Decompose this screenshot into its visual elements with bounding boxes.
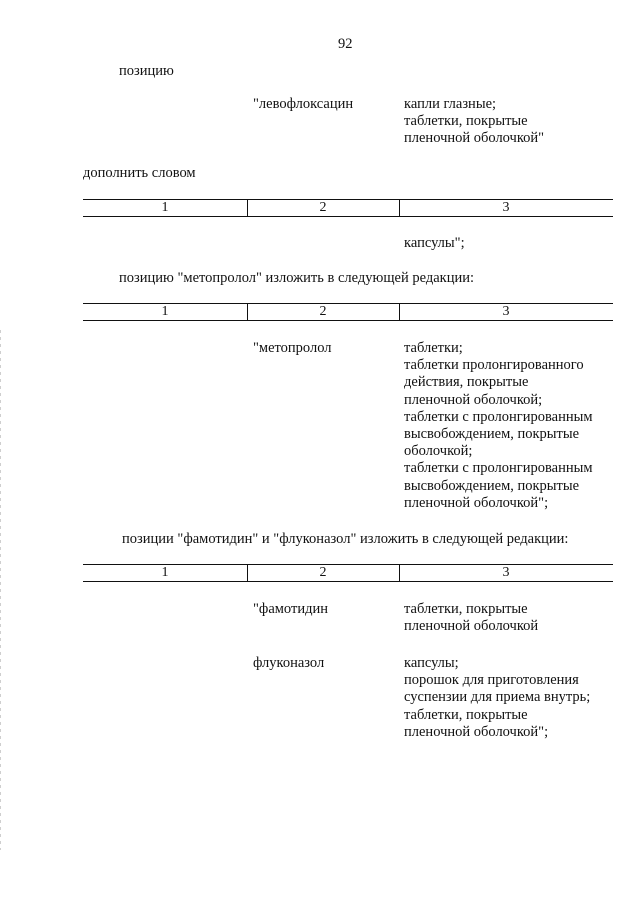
scan-edge bbox=[0, 330, 1, 850]
s4-item2-col2: флуконазол bbox=[253, 655, 325, 671]
s4-item2-col3-line: порошок для приготовления bbox=[404, 672, 579, 689]
header-cell-1: 1 bbox=[161, 304, 169, 319]
s4-item2-col3-line: суспензии для приема внутрь; bbox=[404, 689, 591, 706]
header-cell-3: 3 bbox=[502, 565, 510, 580]
table-header-2 bbox=[83, 303, 613, 321]
s3-col3-line: действия, покрытые bbox=[404, 374, 529, 391]
page-number: 92 bbox=[338, 36, 353, 52]
header-cell-2: 2 bbox=[319, 565, 327, 580]
s3-col3-line: оболочкой; bbox=[404, 443, 473, 460]
s3-col3-line: высвобождением, покрытые bbox=[404, 477, 580, 494]
s3-col3-line: таблетки пролонгированного bbox=[404, 357, 584, 374]
s2-col3: капсулы"; bbox=[404, 235, 465, 251]
s3-col3-line: таблетки; bbox=[404, 340, 463, 356]
s1-intro: позицию bbox=[119, 63, 174, 79]
s4-item1-col3-line: пленочной оболочкой bbox=[404, 618, 539, 635]
header-cell-2: 2 bbox=[319, 200, 327, 215]
s4-item1-col2: "фамотидин bbox=[253, 601, 328, 617]
s4-item2-col3 bbox=[404, 655, 590, 741]
s4-item1-col3 bbox=[404, 601, 538, 635]
s3-col3-line: высвобождением, покрытые bbox=[404, 426, 580, 443]
table-header-1 bbox=[83, 199, 613, 217]
s4-item1-col3-line: таблетки, покрытые bbox=[404, 601, 528, 617]
s3-col3 bbox=[404, 340, 593, 512]
s3-intro: позицию "метопролол" изложить в следующей редакции: bbox=[119, 270, 475, 286]
s4-item2-col3-line: пленочной оболочкой"; bbox=[404, 723, 549, 740]
s1-col3-line: таблетки, покрытые bbox=[404, 113, 528, 130]
s3-col3-line: пленочной оболочкой"; bbox=[404, 494, 549, 511]
s1-col3-line: капли глазные; bbox=[404, 96, 497, 112]
s1-col3-line: пленочной оболочкой" bbox=[404, 130, 545, 147]
header-cell-1: 1 bbox=[161, 565, 169, 580]
s4-intro: позиции "фамотидин" и "флуконазол" изложить в следующей редакции: bbox=[122, 531, 569, 547]
table-header-3 bbox=[83, 564, 613, 582]
header-cell-3: 3 bbox=[502, 200, 510, 215]
s3-col3-line: таблетки с пролонгированным bbox=[404, 460, 593, 477]
s3-col3-line: пленочной оболочкой; bbox=[404, 391, 543, 408]
s4-item2-col3-line: таблетки, покрытые bbox=[404, 706, 528, 723]
header-cell-3: 3 bbox=[502, 304, 510, 319]
header-cell-1: 1 bbox=[161, 200, 169, 215]
s1-col2: "левофлоксацин bbox=[253, 96, 354, 112]
s1-col3 bbox=[404, 96, 544, 148]
s2-intro: дополнить словом bbox=[83, 165, 196, 181]
s3-col3-line: таблетки с пролонгированным bbox=[404, 408, 593, 425]
s4-item2-col3-line: капсулы; bbox=[404, 655, 459, 671]
s3-col2: "метопролол bbox=[253, 340, 332, 356]
header-cell-2: 2 bbox=[319, 304, 327, 319]
